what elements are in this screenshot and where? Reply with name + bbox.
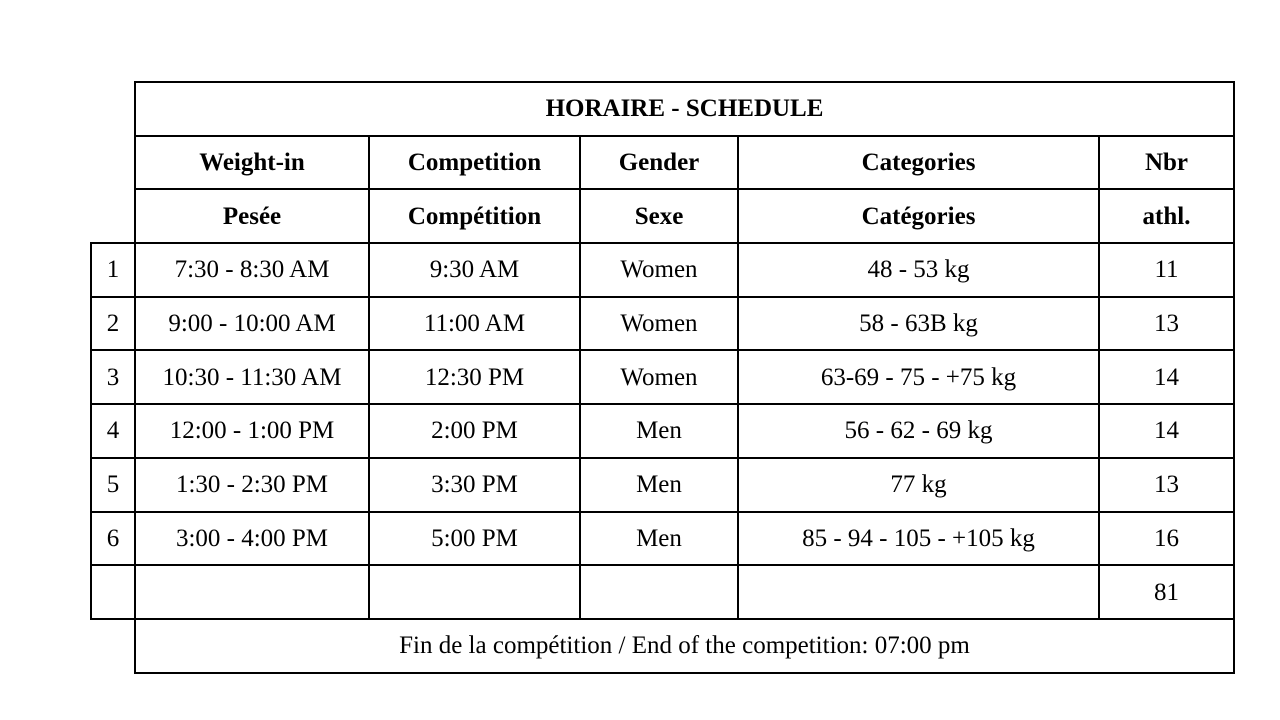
header-row-english <box>91 136 1234 190</box>
competition-cell: 9:30 AM <box>369 243 580 297</box>
categories-cell: 77 kg <box>738 458 1099 512</box>
table-row <box>91 512 1234 566</box>
total-row <box>91 565 1234 619</box>
empty-cell <box>738 565 1099 619</box>
blank-cell <box>91 189 135 243</box>
gender-cell: Women <box>580 243 738 297</box>
empty-cell <box>580 565 738 619</box>
row-number: 1 <box>91 243 135 297</box>
categories-cell: 56 - 62 - 69 kg <box>738 404 1099 458</box>
total-athletes: 81 <box>1099 565 1234 619</box>
table-row <box>91 350 1234 404</box>
blank-cell <box>91 619 135 673</box>
schedule-title: HORAIRE - SCHEDULE <box>135 82 1234 136</box>
competition-cell: 12:30 PM <box>369 350 580 404</box>
athletes-cell: 13 <box>1099 297 1234 351</box>
weigh-in-cell: 3:00 - 4:00 PM <box>135 512 369 566</box>
weigh-in-cell: 7:30 - 8:30 AM <box>135 243 369 297</box>
header-pesee: Pesée <box>135 189 369 243</box>
competition-cell: 11:00 AM <box>369 297 580 351</box>
gender-cell: Men <box>580 404 738 458</box>
gender-cell: Women <box>580 297 738 351</box>
athletes-cell: 14 <box>1099 350 1234 404</box>
row-number: 6 <box>91 512 135 566</box>
empty-cell <box>369 565 580 619</box>
end-of-competition-note: Fin de la compétition / End of the competition: 07:00 pm <box>135 619 1234 673</box>
table-row <box>91 297 1234 351</box>
table-row <box>91 404 1234 458</box>
athletes-cell: 14 <box>1099 404 1234 458</box>
row-number: 4 <box>91 404 135 458</box>
empty-cell <box>91 565 135 619</box>
weigh-in-cell: 1:30 - 2:30 PM <box>135 458 369 512</box>
competition-cell: 5:00 PM <box>369 512 580 566</box>
row-number: 3 <box>91 350 135 404</box>
athletes-cell: 16 <box>1099 512 1234 566</box>
gender-cell: Men <box>580 512 738 566</box>
header-gender: Gender <box>580 136 738 190</box>
weigh-in-cell: 10:30 - 11:30 AM <box>135 350 369 404</box>
competition-cell: 2:00 PM <box>369 404 580 458</box>
title-row <box>91 82 1234 136</box>
categories-cell: 58 - 63B kg <box>738 297 1099 351</box>
header-sexe: Sexe <box>580 189 738 243</box>
table-row <box>91 243 1234 297</box>
athletes-cell: 13 <box>1099 458 1234 512</box>
gender-cell: Men <box>580 458 738 512</box>
row-number: 5 <box>91 458 135 512</box>
header-row-french <box>91 189 1234 243</box>
gender-cell: Women <box>580 350 738 404</box>
weigh-in-cell: 12:00 - 1:00 PM <box>135 404 369 458</box>
header-competition: Competition <box>369 136 580 190</box>
header-weigh-in: Weight-in <box>135 136 369 190</box>
table-row <box>91 458 1234 512</box>
blank-cell <box>91 136 135 190</box>
categories-cell: 48 - 53 kg <box>738 243 1099 297</box>
schedule-table <box>90 81 1235 674</box>
header-athlete-count: Nbr <box>1099 136 1234 190</box>
row-number: 2 <box>91 297 135 351</box>
empty-cell <box>135 565 369 619</box>
categories-cell: 85 - 94 - 105 - +105 kg <box>738 512 1099 566</box>
header-categories: Categories <box>738 136 1099 190</box>
weigh-in-cell: 9:00 - 10:00 AM <box>135 297 369 351</box>
header-categories-fr: Catégories <box>738 189 1099 243</box>
competition-cell: 3:30 PM <box>369 458 580 512</box>
header-athl: athl. <box>1099 189 1234 243</box>
athletes-cell: 11 <box>1099 243 1234 297</box>
categories-cell: 63-69 - 75 - +75 kg <box>738 350 1099 404</box>
blank-cell <box>91 82 135 136</box>
header-competition-fr: Compétition <box>369 189 580 243</box>
footer-row <box>91 619 1234 673</box>
